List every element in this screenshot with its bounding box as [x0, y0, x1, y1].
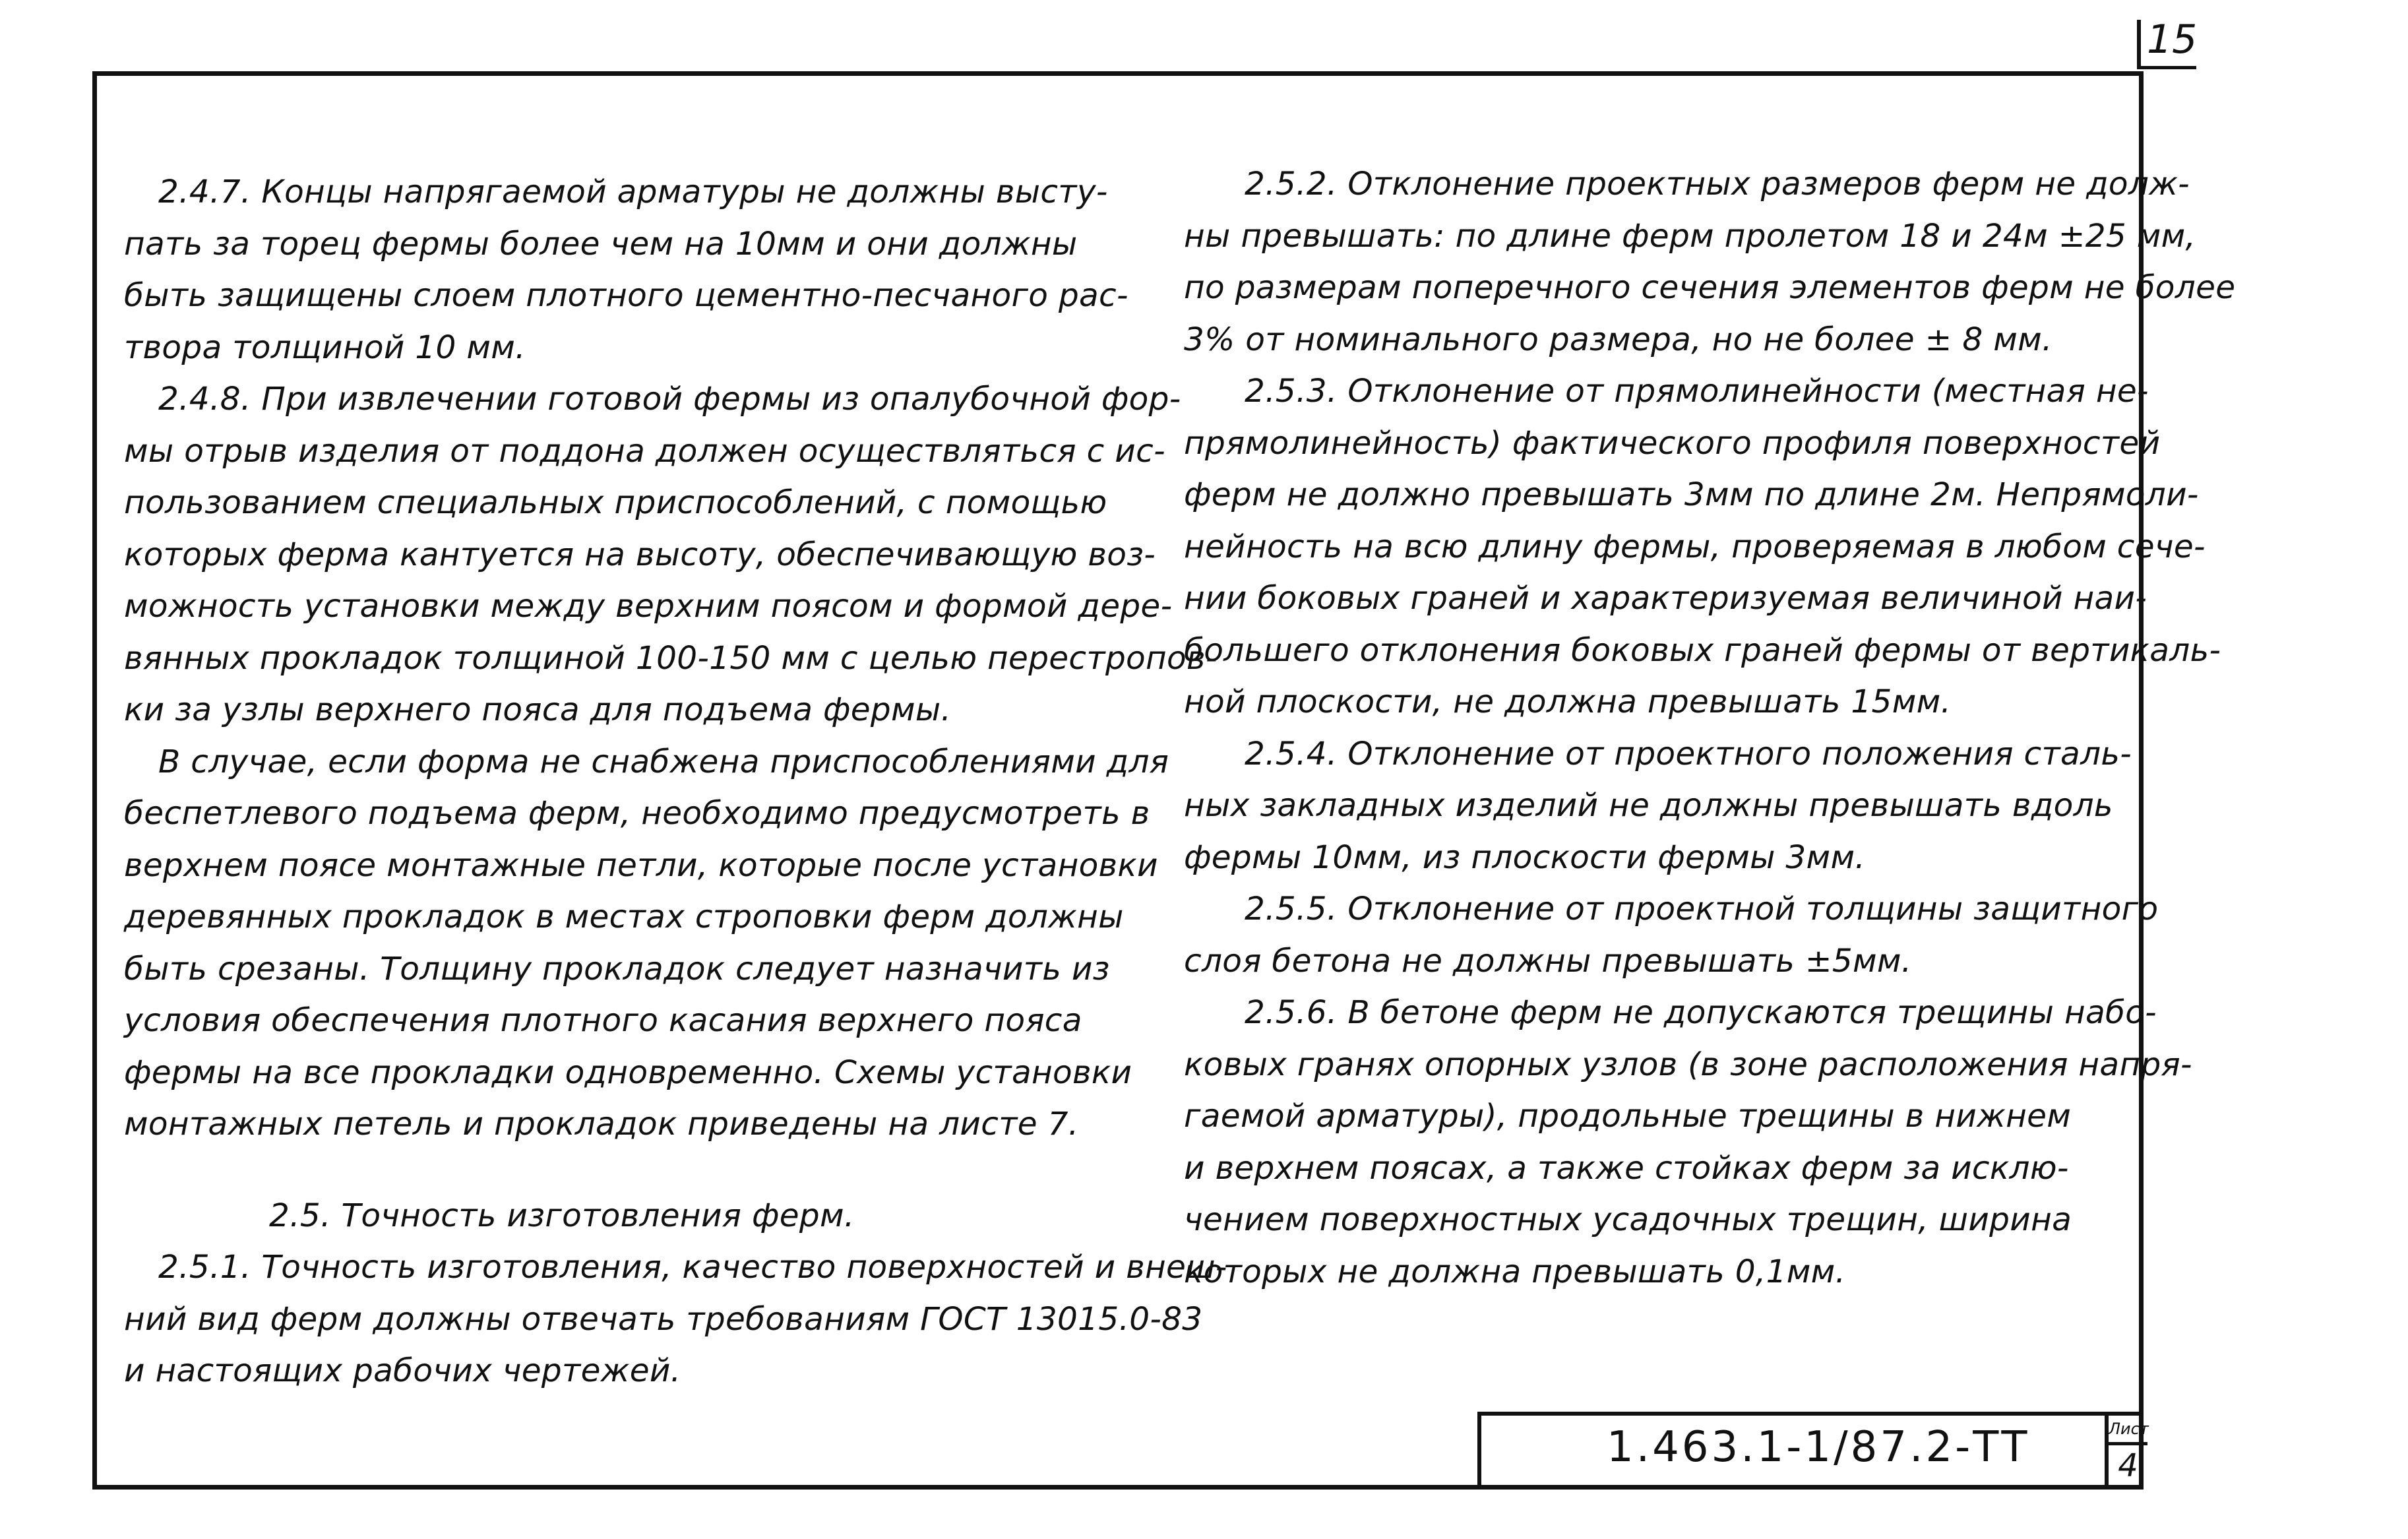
text-line: монтажных петель и прокладок приведены на листе 7. [124, 1106, 1079, 1143]
page-number: 15 [2147, 16, 2198, 63]
text-line: 2.4.7. Концы напрягаемой арматуры не должны высту- [158, 173, 1108, 210]
text-line: ферм не должно превышать 3мм по длине 2м. Непрямоли- [1184, 476, 2199, 513]
text-line: ны превышать: по длине ферм пролетом 18 и 24м ±25 мм, [1184, 217, 2196, 255]
right-column [1184, 158, 2236, 1298]
section-gap [124, 1150, 1159, 1190]
text-line: чением поверхностных усадочных трещин, ширина [1184, 1201, 2072, 1238]
text-line: которых не должна превышать 0,1мм. [1184, 1253, 1846, 1290]
sheet-number-box [2105, 1416, 2147, 1490]
text-line: гаемой арматуры), продольные трещины в нижнем [1184, 1098, 2072, 1135]
text-line: быть защищены слоем плотного цементно-песчаного рас- [124, 277, 1128, 314]
page-number-underline [2137, 66, 2196, 69]
text-line: нии боковых граней и характеризуемая величиной наи- [1184, 580, 2147, 617]
section-title: 2.5. Точность изготовления ферм. [269, 1197, 855, 1234]
text-line: беспетлевого подъема ферм, необходимо предусмотреть в [124, 795, 1150, 832]
text-line: 2.5.5. Отклонение от проектной толщины защитного [1245, 891, 2159, 927]
document-code: 1.463.1-1/87.2-ТТ [1607, 1423, 2030, 1472]
text-line: ний вид ферм должны отвечать требованиям ГОСТ 13015.0-83 [124, 1300, 1203, 1338]
text-line: и настоящих рабочих чертежей. [124, 1352, 681, 1389]
text-line: В случае, если форма не снабжена приспособлениями для [158, 743, 1169, 780]
text-line: можность установки между верхним поясом и формой дере- [124, 588, 1173, 625]
page-number-tick [2137, 20, 2141, 67]
text-line: мы отрыв изделия от поддона должен осуществляться с ис- [124, 432, 1165, 470]
text-line: верхнем поясе монтажные петли, которые после установки [124, 846, 1158, 884]
text-line: 2.4.8. При извлечении готовой фермы из опалубочной фор- [158, 381, 1181, 418]
title-block-stamp [1477, 1412, 2149, 1490]
text-line: вянных прокладок толщиной 100-150 мм с целью перестропов- [124, 639, 1218, 677]
text-line: которых ферма кантуется на высоту, обеспечивающую воз- [124, 536, 1156, 573]
text-line: слоя бетона не должны превышать ±5мм. [1184, 942, 1912, 980]
text-line: твора толщиной 10 мм. [124, 329, 526, 366]
text-line: прямолинейность) фактического профиля поверхностей [1184, 424, 2161, 462]
text-line: ных закладных изделий не должны превышать вдоль [1184, 787, 2113, 824]
text-line: 2.5.6. В бетоне ферм не допускаются трещины набо- [1245, 994, 2157, 1031]
text-line: большего отклонения боковых граней фермы от вертикаль- [1184, 631, 2221, 669]
text-line: 2.5.3. Отклонение от прямолинейности (местная не- [1245, 373, 2149, 410]
text-line: деревянных прокладок в местах строповки ферм должны [124, 898, 1124, 935]
sheet-label: Лист [2109, 1416, 2147, 1445]
text-line: ковых гранях опорных узлов (в зоне расположения напря- [1184, 1046, 2192, 1083]
sheet-number: 4 [2118, 1447, 2138, 1484]
text-line: ки за узлы верхнего пояса для подъема фермы. [124, 691, 952, 728]
text-line: фермы на все прокладки одновременно. Схемы установки [124, 1053, 1132, 1091]
text-line: по размерам поперечного сечения элементов ферм не более [1184, 269, 2236, 306]
text-line: 2.5.4. Отклонение от проектного положения сталь- [1245, 735, 2132, 772]
left-column [124, 166, 1227, 1397]
text-line: пользованием специальных приспособлений, с помощью [124, 484, 1107, 521]
text-line: фермы 10мм, из плоскости фермы 3мм. [1184, 838, 1866, 876]
text-line: условия обеспечения плотного касания верхнего пояса [124, 1002, 1082, 1039]
text-line: 3% от номинального размера, но не более ± 8 мм. [1184, 321, 2053, 358]
text-line: и верхнем поясах, а также стойках ферм за исклю- [1184, 1149, 2069, 1187]
text-line: пать за торец фермы более чем на 10мм и они должны [124, 225, 1078, 263]
text-line: ной плоскости, не должна превышать 15мм. [1184, 683, 1952, 720]
text-line: быть срезаны. Толщину прокладок следует назначить из [124, 950, 1110, 988]
text-line: 2.5.2. Отклонение проектных размеров ферм не долж- [1245, 166, 2190, 203]
text-line: 2.5.1. Точность изготовления, качество поверхностей и внеш- [158, 1249, 1227, 1286]
text-line: нейность на всю длину фермы, проверяемая в любом сече- [1184, 528, 2206, 565]
